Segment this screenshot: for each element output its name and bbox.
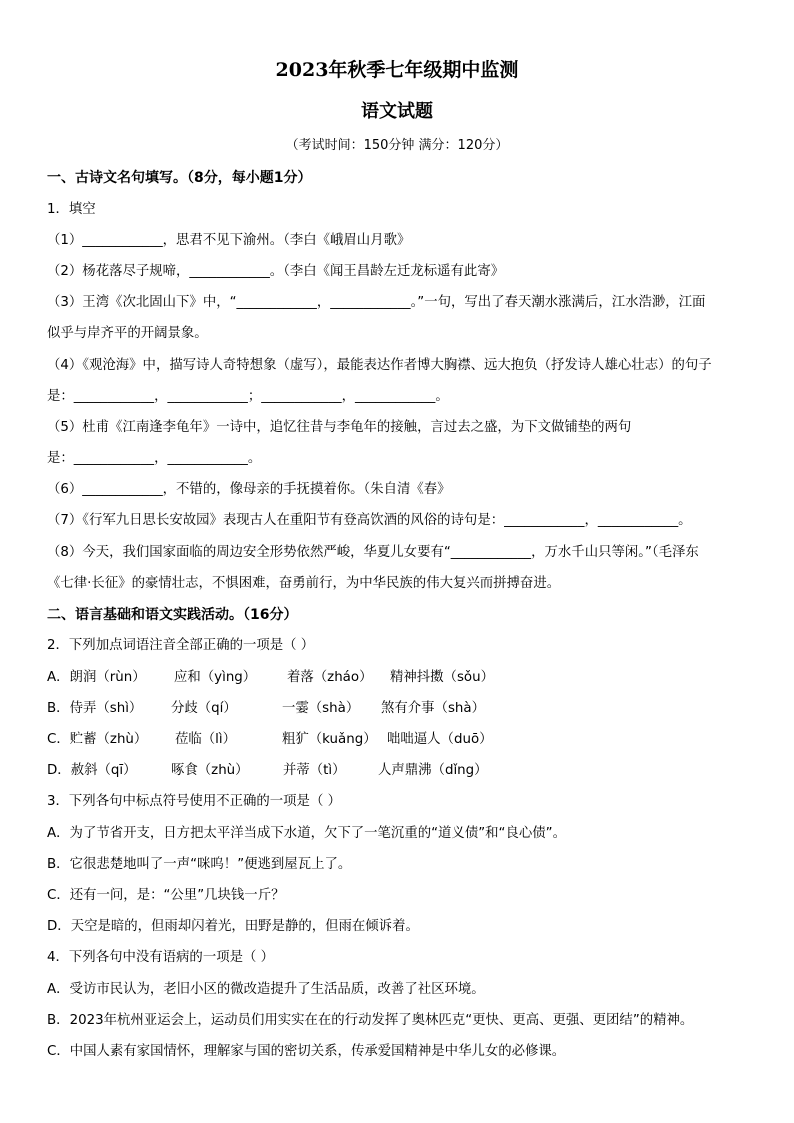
option-word: 人声鼎沸（dǐng） [378, 763, 488, 778]
q3-option-c: C．还有一问，是：“公里”几块钱一斤？ [47, 888, 285, 903]
subject-title: 语文试题 [361, 101, 433, 122]
q1-item-7: （7）《行军九日思长安故园》表现古人在重阳节有登高饮酒的风俗的诗句是：____________，____________。 [47, 513, 692, 528]
q1-item-5: （5）杜甫《江南逢李龟年》一诗中，追忆往昔与李龟年的接触，言过去之盛，为下文做铺垫的两句 [47, 420, 632, 435]
q1-item-1: （1）____________，思君不见下渝州。（李白《峨眉山月歌》 [47, 233, 411, 248]
q4-option-c: C．中国人素有家国情怀，理解家与国的密切关系，传承爱国精神是中华儿女的必修课。 [47, 1044, 566, 1059]
option-word: 应和（yìng） [174, 670, 257, 685]
q2-stem: 2．下列加点词语注音全部正确的一项是（ ） [47, 638, 315, 653]
q3-option-a: A．为了节省开支，日方把太平洋当成下水道，欠下了一笔沉重的“道义债”和“良心债”。 [47, 826, 566, 841]
exam-title: 2023年秋季七年级期中监测 [275, 59, 519, 81]
q3-stem: 3．下列各句中标点符号使用不正确的一项是（ ） [47, 794, 341, 809]
q1-item-3: （3）王湾《次北固山下》中，“____________，____________。”一句，写出了春天潮水涨满后，江水浩渺，江面 [47, 295, 706, 310]
option-word: 莅临（lì） [175, 732, 237, 747]
option-word: 煞有介事（shà） [381, 701, 486, 716]
q4-option-a: A．受访市民认为，老旧小区的微改造提升了生活品质，改善了社区环境。 [47, 982, 485, 997]
option-word: 分歧（qí） [171, 701, 237, 716]
q4-stem: 4．下列各句中没有语病的一项是（ ） [47, 950, 275, 965]
q1-item-8-cont: 《七律·长征》的豪情壮志，不惧困难，奋勇前行，为中华民族的伟大复兴而拼搏奋进。 [47, 576, 561, 591]
option-word: 着落（zháo） [287, 670, 373, 685]
q1-item-8: （8）今天，我们国家面临的周边安全形势依然严峻，华夏儿女要有“____________，万水千山只等闲。”（毛泽东 [47, 545, 699, 560]
q1-item-4-cont: 是：____________，____________；____________，____________。 [47, 389, 449, 404]
q1-item-4: （4）《观沧海》中，描写诗人奇特想象（虚写），最能表达作者博大胸襟、远大抱负（抒发诗人雄心壮志）的句子 [47, 358, 712, 373]
option-word: C．贮蓄（zhù） [47, 732, 148, 747]
option-word: D．赦斜（qī） [47, 763, 137, 778]
q3-option-d: D．天空是暗的，但雨却闪着光，田野是静的，但雨在倾诉着。 [47, 919, 419, 934]
option-word: 精神抖擞（sǒu） [390, 670, 494, 685]
exam-info: （考试时间：150分钟 满分：120分） [285, 138, 509, 153]
option-word: 粗犷（kuǎng） [282, 732, 377, 747]
option-word: 一霎（shà） [282, 701, 360, 716]
q3-option-b: B．它很悲楚地叫了一声“咪呜！”便逃到屋瓦上了。 [47, 857, 352, 872]
option-word: 并蒂（tì） [283, 763, 346, 778]
section-2-heading: 二、语言基础和语文实践活动。（16分） [47, 607, 298, 623]
q4-option-b: B．2023年杭州亚运会上，运动员们用实实在在的行动发挥了奥林匹克“更快、更高、更强、更团结”的精神。 [47, 1013, 694, 1028]
option-word: A．朗润（rùn） [47, 670, 146, 685]
option-word: 啄食（zhù） [171, 763, 249, 778]
section-1-heading: 一、古诗文名句填写。（8分，每小题1分） [47, 170, 312, 186]
q1-item-2: （2）杨花落尽子规啼，____________。（李白《闻王昌龄左迁龙标遥有此寄》 [47, 264, 505, 279]
q1-item-5-cont: 是：____________，____________。 [47, 451, 262, 466]
q1-item-6: （6）____________，不错的，像母亲的手抚摸着你。（朱自清《春》 [47, 482, 451, 497]
q1-label: 1．填空 [47, 202, 96, 217]
q1-item-3-cont: 似乎与岸齐平的开阔景象。 [47, 326, 208, 341]
option-word: 咄咄逼人（duō） [387, 732, 493, 747]
option-word: B．侍弄（shì） [47, 701, 143, 716]
